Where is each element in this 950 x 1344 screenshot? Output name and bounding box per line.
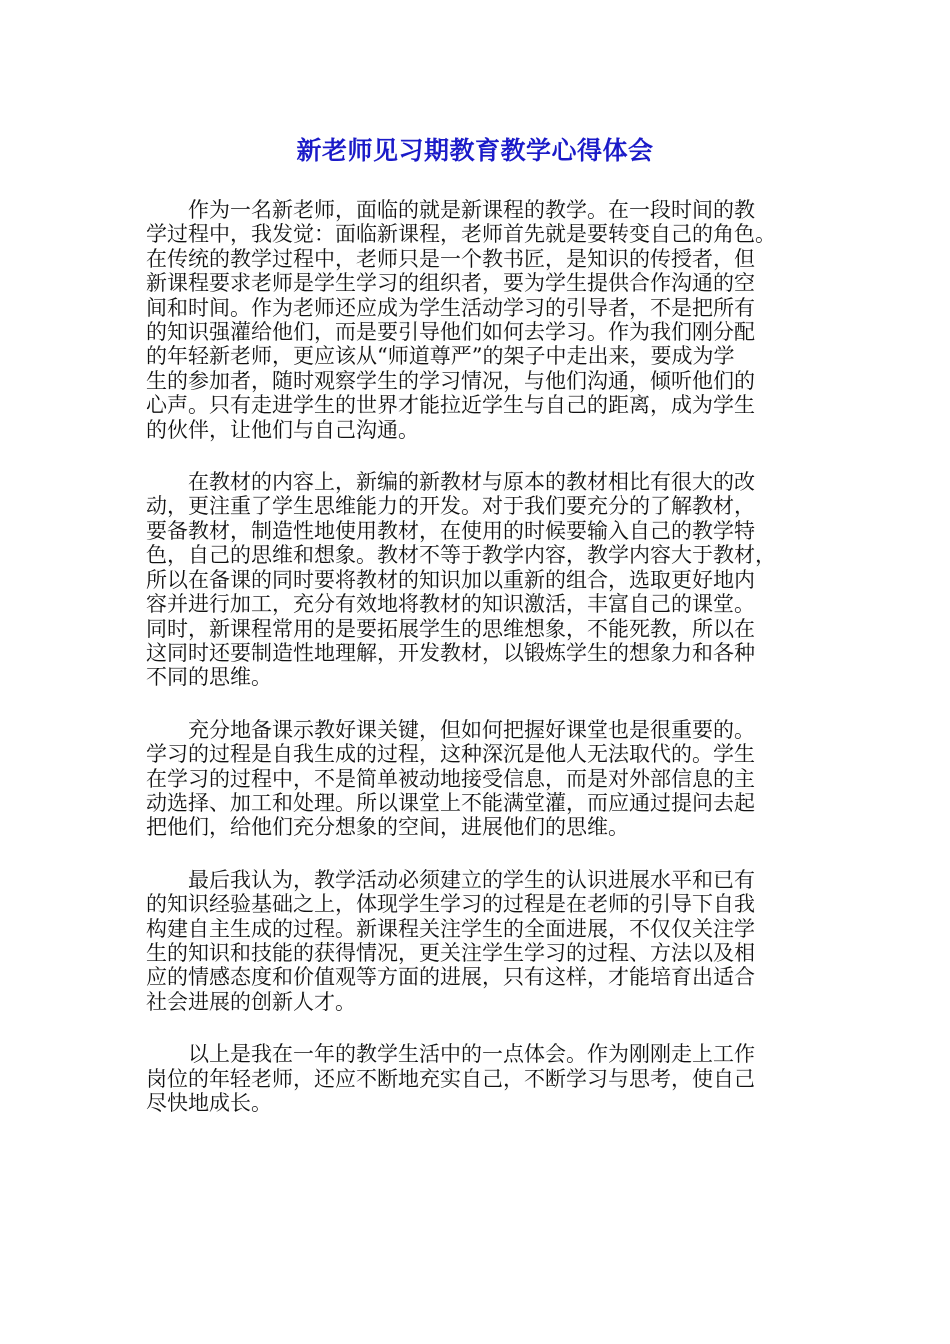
paragraph-1: 作为一名新老师，面临的就是新课程的教学。在一段时间的教 学过程中，我发觉：面临新课程，老师首先就是要转变自己的角色。 在传统的教学过程中，老师只是一个教书匠，是知识的传授者，但 新课程要求老师是学生学习的组织者，要为学生提供合作沟通的空 间和时间。作为老师还应成为学生活动学习的引导者，不是把所有 的知识强灌给他们，而是要引导他们如何去学习。作为我们刚分配 的年轻新老师，更应该从“师道尊严”的架子中走出来，要成为学 生的参加者，随时观察学生的学习情况，与他们沟通，倾听他们的 心声。只有走进学生的世界才能拉近学生与自己的距离，成为学生 的伙伴，让他们与自己沟通。 xyxy=(146,198,776,442)
paragraph-2: 在教材的内容上，新编的新教材与原本的教材相比有很大的改 动，更注重了学生思维能力的开发。对于我们要充分的了解教材， 要备教材，制造性地使用教材，在使用的时候要输入自己的教学特 色，自己的思维和想象。教材不等于教学内容，教学内容大于教材， 所以在备课的同时要将教材的知识加以重新的组合，选取更好地内 容并进行加工，充分有效地将教材的知识激活，丰富自己的课堂。 同时，新课程常用的是要拓展学生的思维想象，不能死教，所以在 这同时还要制造性地理解，开发教材，以锻炼学生的想象力和各种 不同的思维。 xyxy=(146,470,776,690)
paragraph-4: 最后我认为，教学活动必须建立的学生的认识进展水平和已有 的知识经验基础之上，体现学生学习的过程是在老师的引导下自我 构建自主生成的过程。新课程关注学生的全面进展，不仅仅关注学 生的知识和技能的获得情况，更关注学生学习的过程、方法以及相 应的情感态度和价值观等方面的进展，只有这样，才能培育出适合 社会进展的创新人才。 xyxy=(146,867,755,1014)
document-body xyxy=(146,198,804,1143)
paragraph-3: 充分地备课示教好课关键，但如何把握好课堂也是很重要的。 学习的过程是自我生成的过程，这种深沉是他人无法取代的。学生 在学习的过程中，不是简单被动地接受信息，而是对外部信息的主 动选择、加工和处理。所以课堂上不能满堂灌，而应通过提问去起 把他们，给他们充分想象的空间，进展他们的思维。 xyxy=(146,717,755,840)
paragraph-5: 以上是我在一年的教学生活中的一点体会。作为刚刚走上工作 岗位的年轻老师，还应不断地充实自己，不断学习与思考，使自己 尽快地成长。 xyxy=(146,1042,755,1115)
document-title: 新老师见习期教育教学心得体会 xyxy=(296,136,654,165)
